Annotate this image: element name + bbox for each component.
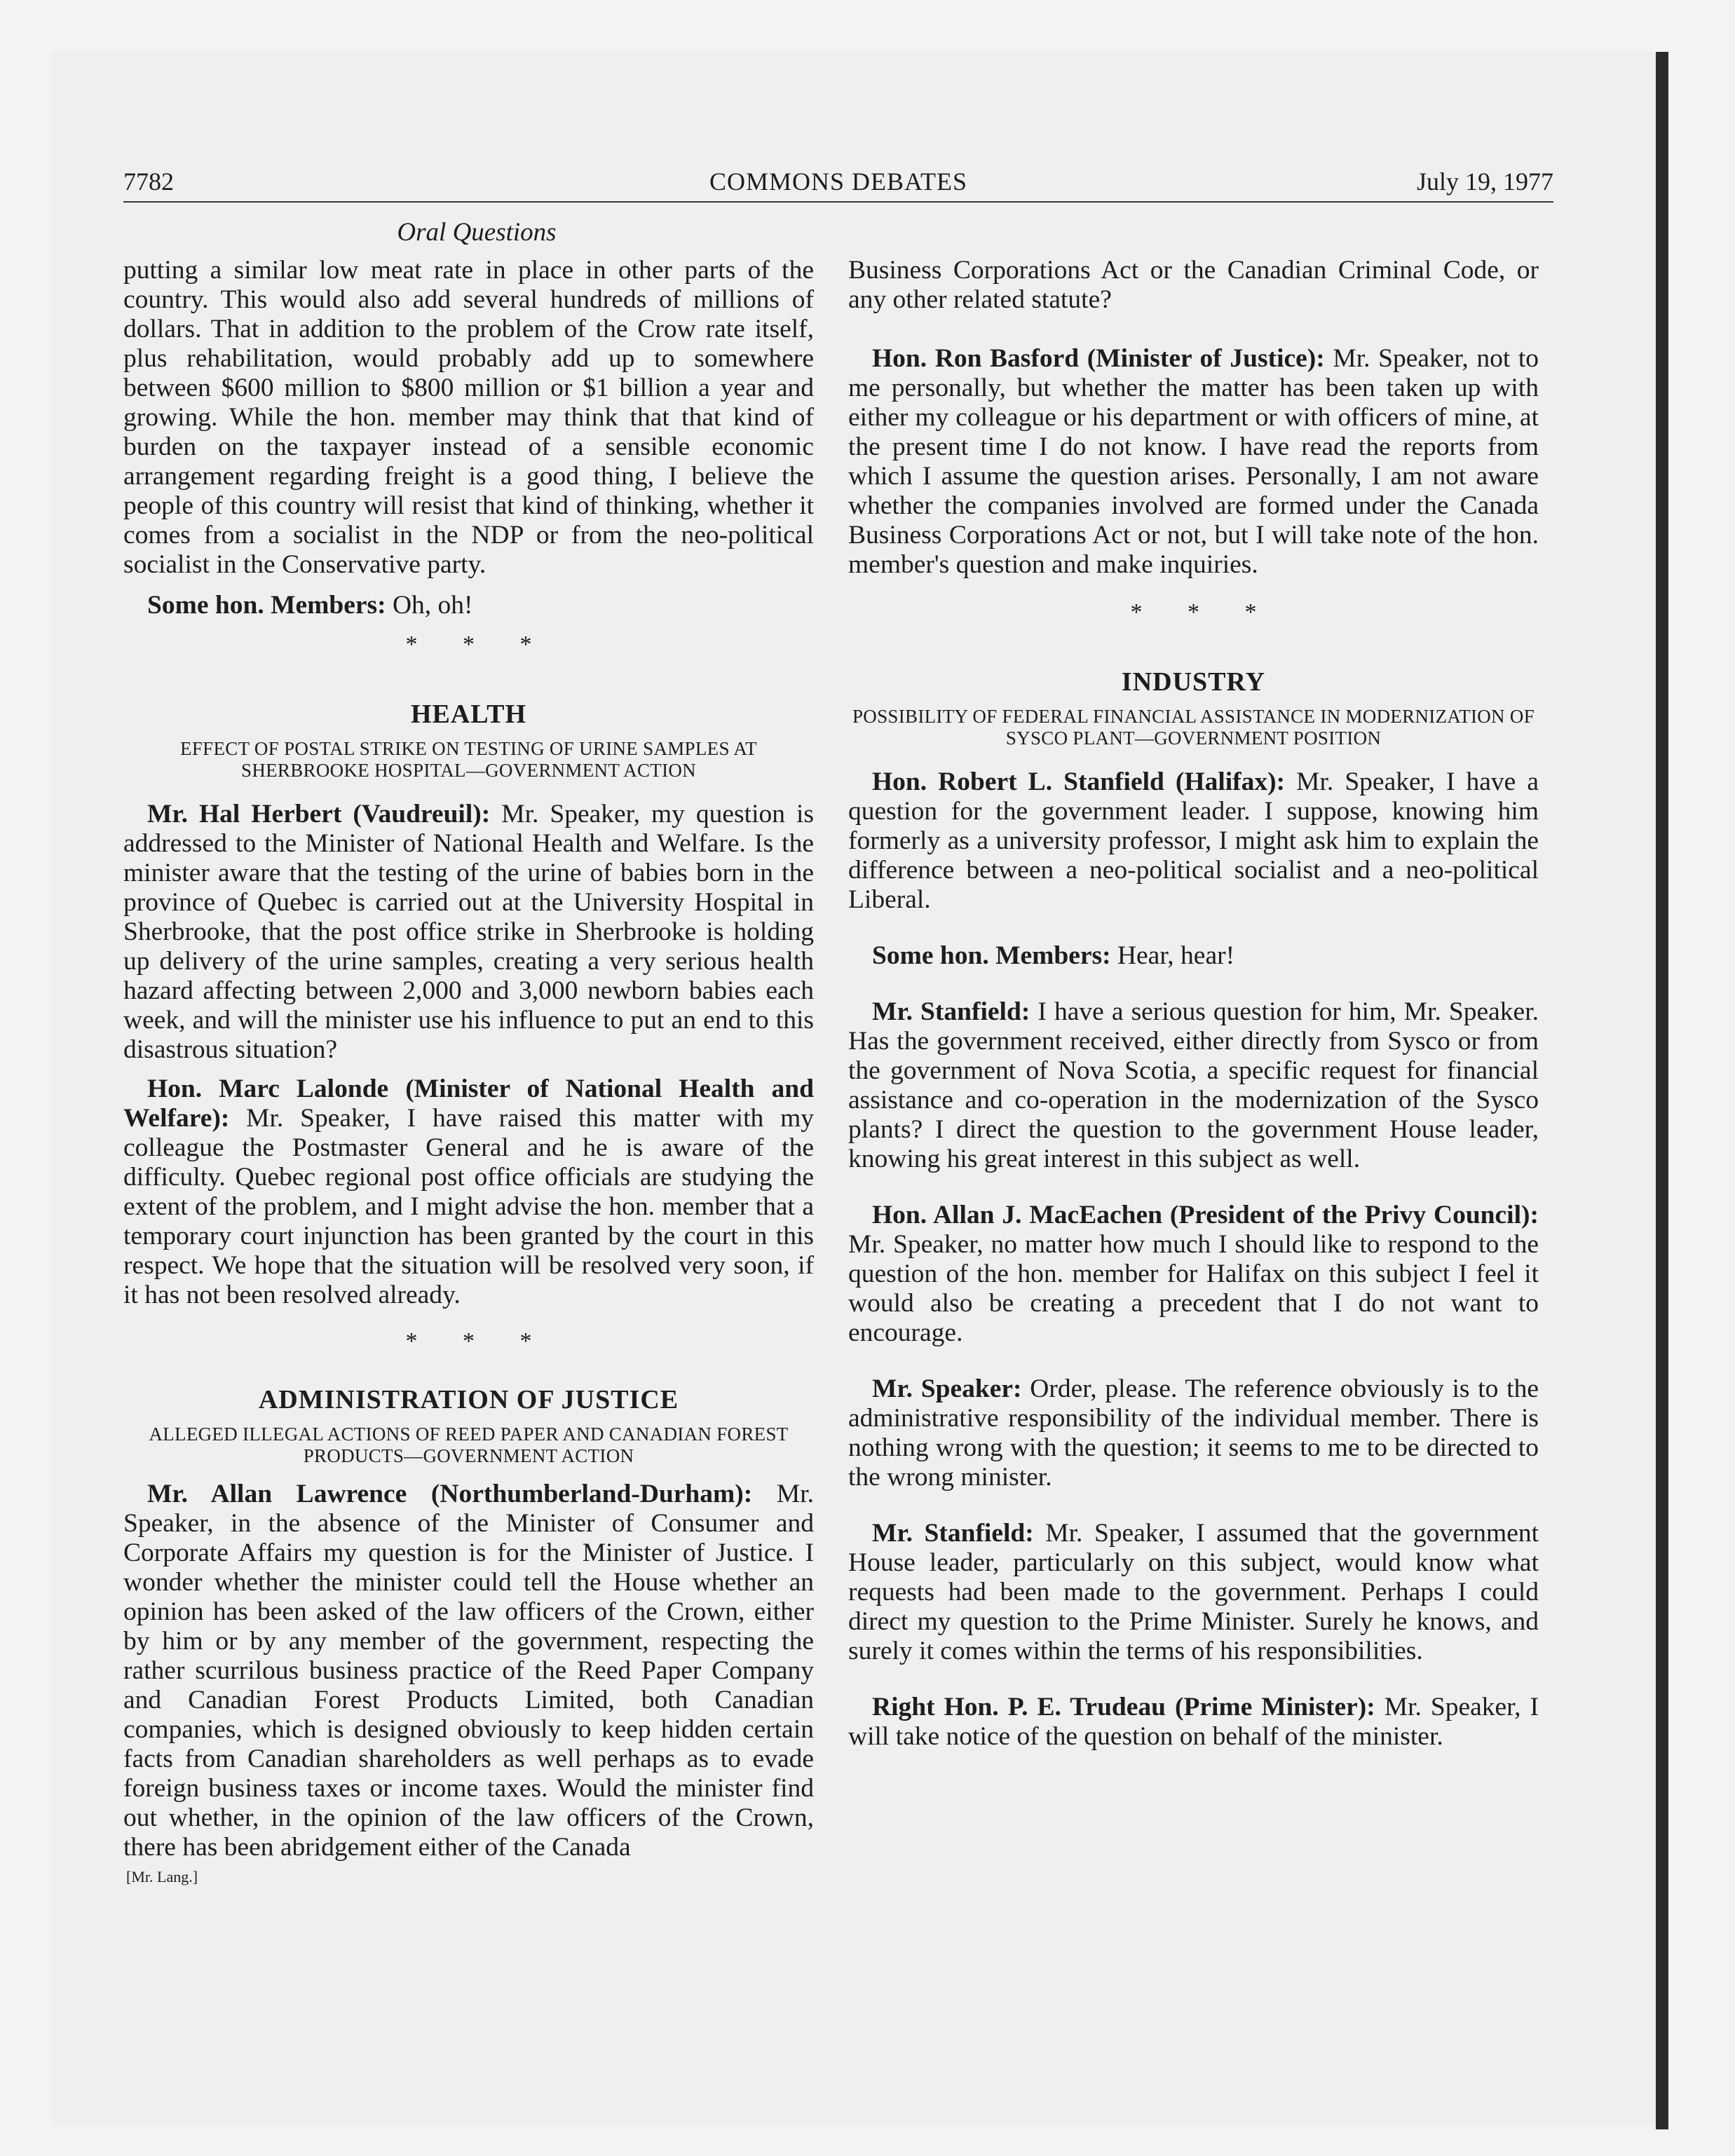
speech-text: Mr. Speaker, I have raised this matter with my colleague the Postmaster General and he is aware of the difficulty. Quebec regional post office officials are studying the extent of the problem, and I might advise the hon. member that a temporary court injunction has been granted by the court in this respect. We hope that the situation will be resolved very soon, if it has not been resolved already. xyxy=(123,1104,814,1309)
section-heading: INDUSTRY xyxy=(1121,667,1266,697)
paragraph: Business Corporations Act or the Canadian Criminal Code, or any other related statute? xyxy=(848,256,1539,314)
section-separator: * * * xyxy=(405,1328,552,1354)
speaker-name: Mr. Hal Herbert (Vaudreuil): xyxy=(147,800,491,828)
paragraph xyxy=(848,997,1539,1174)
paragraph xyxy=(123,1480,814,1862)
speaker-name: Some hon. Members: xyxy=(147,591,386,620)
left-column xyxy=(123,256,814,1886)
publication-date: July 19, 1977 xyxy=(1416,168,1553,196)
section-heading: ADMINISTRATION OF JUSTICE xyxy=(258,1385,679,1414)
section-heading: HEALTH xyxy=(410,700,527,729)
section-subheading: POSSIBILITY OF FEDERAL FINANCIAL ASSISTANCE IN MODERNIZATION OF SYSCO PLANT—GOVERNMENT POSITION xyxy=(852,706,1535,749)
speech-text: Mr. Speaker, I will take notice of the question on behalf of the minister. xyxy=(848,1693,1539,1751)
running-head xyxy=(123,167,1553,202)
speech-text: Mr. Speaker, in the absence of the Minister of Consumer and Corporate Affairs my question is for the Minister of Justice. I wonder whether the minister could tell the House whether an opinion has been asked of the law officers of the Crown, either by him or by any member of the government, respecting the rather scurrilous business practice of the Reed Paper Company and Canadian Forest Products Limited, both Canadian companies, which is designed obviously to keep hidden certain facts from Canadian shareholders as well perhaps as to evade foreign business taxes or income taxes. Would the minister find out whether, in the opinion of the law officers of the Crown, there has been abridgement either of the Canada xyxy=(123,1480,815,1862)
section-label: Oral Questions xyxy=(397,218,557,247)
section-separator: * * * xyxy=(1130,599,1277,625)
speech-text: Mr. Speaker, no matter how much I should like to respond to the question of the hon. member for Halifax on this subject I feel it would also be creating a precedent that I do not want to encourage. xyxy=(848,1230,1539,1347)
speaker-name: Mr. Stanfield: xyxy=(872,1519,1034,1548)
paragraph xyxy=(848,1519,1539,1666)
speech-text: Mr. Speaker, I assumed that the government House leader, particularly on this subject, would know what requests had been made to the government. Perhaps I could direct my question to the Prime Minister. Surely he knows, and surely it comes within the terms of his responsibilities. xyxy=(848,1519,1539,1665)
speaker-name: Mr. Stanfield: xyxy=(872,997,1030,1026)
scan-edge-bar xyxy=(1656,52,1668,2129)
speaker-name: Hon. Robert L. Stanfield (Halifax): xyxy=(872,767,1286,796)
speech-text: Order, please. The reference obviously is to the administrative responsibility of the individual member. There is nothing wrong with the question; it seems to me to be directed to the wrong minister. xyxy=(848,1374,1539,1492)
section-subheading: ALLEGED ILLEGAL ACTIONS OF REED PAPER AND CANADIAN FOREST PRODUCTS—GOVERNMENT ACTION xyxy=(149,1424,789,1466)
paragraph xyxy=(848,1201,1539,1348)
paragraph xyxy=(123,800,814,1065)
speaker-name: Hon. Allan J. MacEachen (President of the Privy Council): xyxy=(872,1201,1539,1229)
paragraph: putting a similar low meat rate in place in other parts of the country. This would also add several hundreds of millions of dollars. That in addition to the problem of the Crow rate itself, plus rehabilitation, would probably add up to somewhere between $600 million to $800 million or $1 billion a year and growing. While the hon. member may think that that kind of burden on the taxpayer instead of a sensible economic arrangement regarding freight is a good thing, I believe the people of this country will resist that kind of thinking, whether it comes from a socialist in the NDP or from the neo-political socialist in the Conservative party. xyxy=(123,256,814,579)
speaker-name: Mr. Speaker: xyxy=(872,1374,1022,1403)
paragraph xyxy=(123,1074,814,1310)
speech-text: Mr. Speaker, I have a question for the government leader. I suppose, knowing him formerly as a university professor, I might ask him to explain the difference between a neo-political socialist and a neo-political Liberal. xyxy=(848,767,1539,914)
publication-title: COMMONS DEBATES xyxy=(709,168,968,196)
section-subheading: EFFECT OF POSTAL STRIKE ON TESTING OF URINE SAMPLES AT SHERBROOKE HOSPITAL—GOVERNMENT ACTION xyxy=(180,738,757,781)
paragraph xyxy=(123,591,814,620)
speech-text: Oh, oh! xyxy=(386,591,473,620)
speech-text: Hear, hear! xyxy=(1110,941,1235,970)
paragraph xyxy=(848,1693,1539,1752)
header-rule xyxy=(123,201,1553,203)
paragraph xyxy=(848,1374,1539,1492)
page-number: 7782 xyxy=(123,168,174,196)
speech-text: Mr. Speaker, my question is addressed to the Minister of National Health and Welfare. Is the minister aware that the testing of the urine of babies born in the province of Quebec is carried out at the University Hospital in Sherbrooke, that the post office strike in Sherbrooke is holding up delivery of the urine samples, creating a very serious health hazard affecting between 2,000 and 3,000 newborn babies each week, and will the minister use his influence to put an end to this disastrous situation? xyxy=(123,800,814,1064)
paragraph xyxy=(848,344,1539,580)
section-separator: * * * xyxy=(405,632,552,657)
paragraph xyxy=(848,941,1539,971)
speech-text: I have a serious question for him, Mr. Speaker. Has the government received, either directly from Sysco or from the government of Nova Scotia, a specific request for financial assistance and co-operation in the modernization of the Sysco plants? I direct the question to the government House leader, knowing his great interest in this subject as well. xyxy=(848,997,1539,1173)
speaker-name: Some hon. Members: xyxy=(872,941,1111,970)
speaker-name: Right Hon. P. E. Trudeau (Prime Minister): xyxy=(872,1693,1375,1721)
paragraph xyxy=(848,767,1539,915)
speaker-name: Hon. Ron Basford (Minister of Justice): xyxy=(872,344,1325,373)
right-column xyxy=(848,256,1539,1752)
speaker-name: Hon. Marc Lalonde (Minister of National Health and Welfare): xyxy=(123,1074,814,1133)
speaker-footnote: [Mr. Lang.] xyxy=(126,1868,198,1885)
speaker-name: Mr. Allan Lawrence (Northumberland-Durham): xyxy=(147,1480,753,1508)
speech-text: Mr. Speaker, not to me personally, but whether the matter has been taken up with either my colleague or his department or with officers of mine, at the present time I do not know. I have read the reports from which I assume the question arises. Personally, I am not aware whether the companies involved are formed under the Canada Business Corporations Act or not, but I will take note of the hon. member's question and make inquiries. xyxy=(848,344,1539,579)
